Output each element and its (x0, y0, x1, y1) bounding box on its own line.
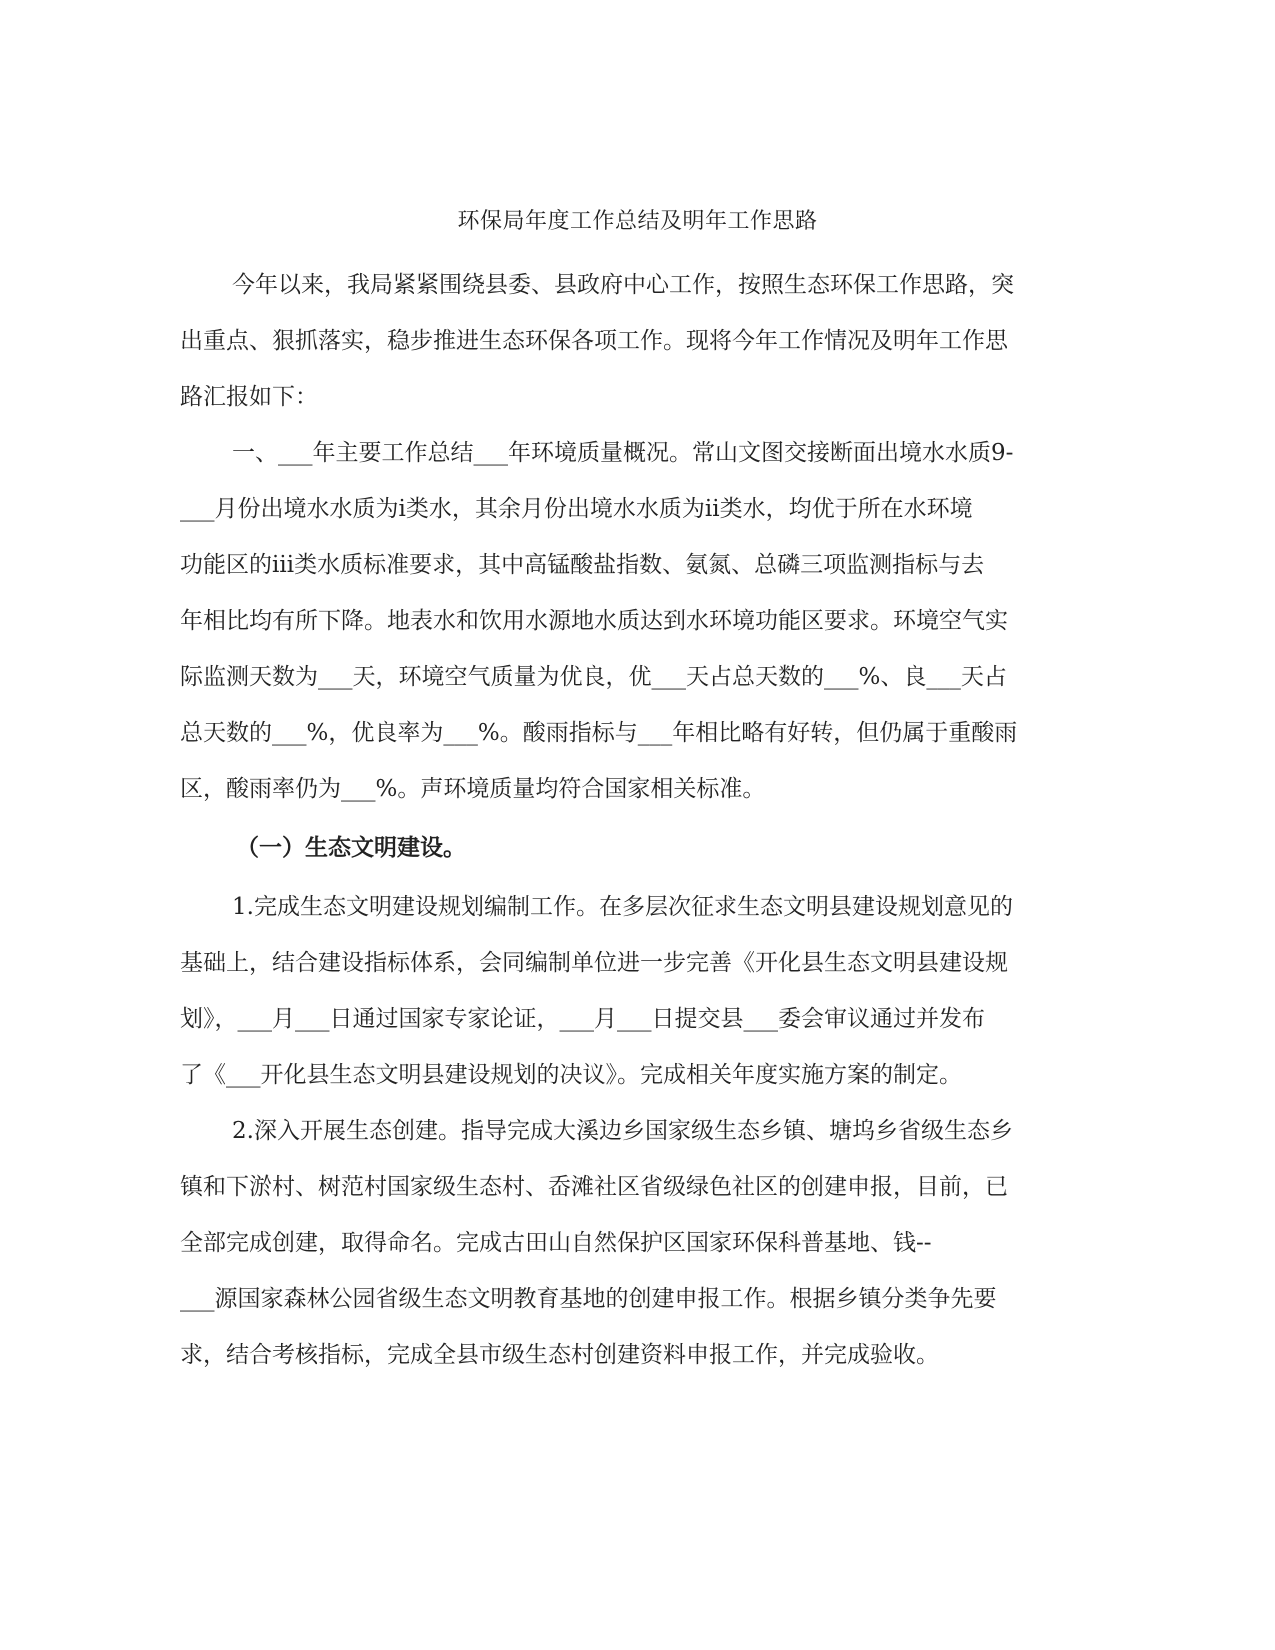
paragraph-line: 区，酸雨率仍为___%。声环境质量均符合国家相关标准。 (180, 776, 766, 802)
paragraph-line: 一、___年主要工作总结___年环境质量概况。常山文图交接断面出境水水质9- (232, 440, 1014, 466)
section-heading: （一）生态文明建设。 (236, 834, 466, 861)
paragraph-line: 年相比均有所下降。地表水和饮用水源地水质达到水环境功能区要求。环境空气实 (180, 608, 1008, 634)
document-title: 环保局年度工作总结及明年工作思路 (457, 209, 818, 234)
paragraph-line: 了《___开化县生态文明县建设规划的决议》。完成相关年度实施方案的制定。 (180, 1062, 962, 1088)
paragraph-line: 出重点、狠抓落实，稳步推进生态环保各项工作。现将今年工作情况及明年工作思 (180, 328, 1008, 354)
paragraph-line: 划》，___月___日通过国家专家论证，___月___日提交县___委会审议通过并发布 (180, 1006, 985, 1032)
paragraph-line: 际监测天数为___天，环境空气质量为优良，优___天占总天数的___%、良___天占 (180, 664, 1007, 690)
paragraph-line: 镇和下淤村、树范村国家级生态村、岙滩社区省级绿色社区的创建申报，目前，已 (180, 1174, 1008, 1200)
paragraph-line: ___源国家森林公园省级生态文明教育基地的创建申报工作。根据乡镇分类争先要 (180, 1286, 997, 1312)
paragraph-line: 基础上，结合建设指标体系，会同编制单位进一步完善《开化县生态文明县建设规 (180, 950, 1008, 976)
paragraph-line: 求，结合考核指标，完成全县市级生态村创建资料申报工作，并完成验收。 (180, 1342, 939, 1368)
paragraph-line: 全部完成创建，取得命名。完成古田山自然保护区国家环保科普基地、钱-- (180, 1230, 932, 1256)
paragraph-line: 今年以来，我局紧紧围绕县委、县政府中心工作，按照生态环保工作思路，突 (232, 272, 1014, 298)
paragraph-line: 2.深入开展生态创建。指导完成大溪边乡国家级生态乡镇、塘坞乡省级生态乡 (232, 1118, 1013, 1144)
paragraph-line: 功能区的ⅲ类水质标准要求，其中高锰酸盐指数、氨氮、总磷三项监测指标与去 (180, 552, 985, 578)
paragraph-line: 1.完成生态文明建设规划编制工作。在多层次征求生态文明县建设规划意见的 (232, 894, 1013, 920)
paragraph-line: 总天数的___%，优良率为___%。酸雨指标与___年相比略有好转，但仍属于重酸雨 (180, 720, 1018, 746)
paragraph-line: ___月份出境水水质为ⅰ类水，其余月份出境水水质为ⅱ类水，均优于所在水环境 (180, 496, 973, 522)
paragraph-line: 路汇报如下： (180, 384, 318, 410)
